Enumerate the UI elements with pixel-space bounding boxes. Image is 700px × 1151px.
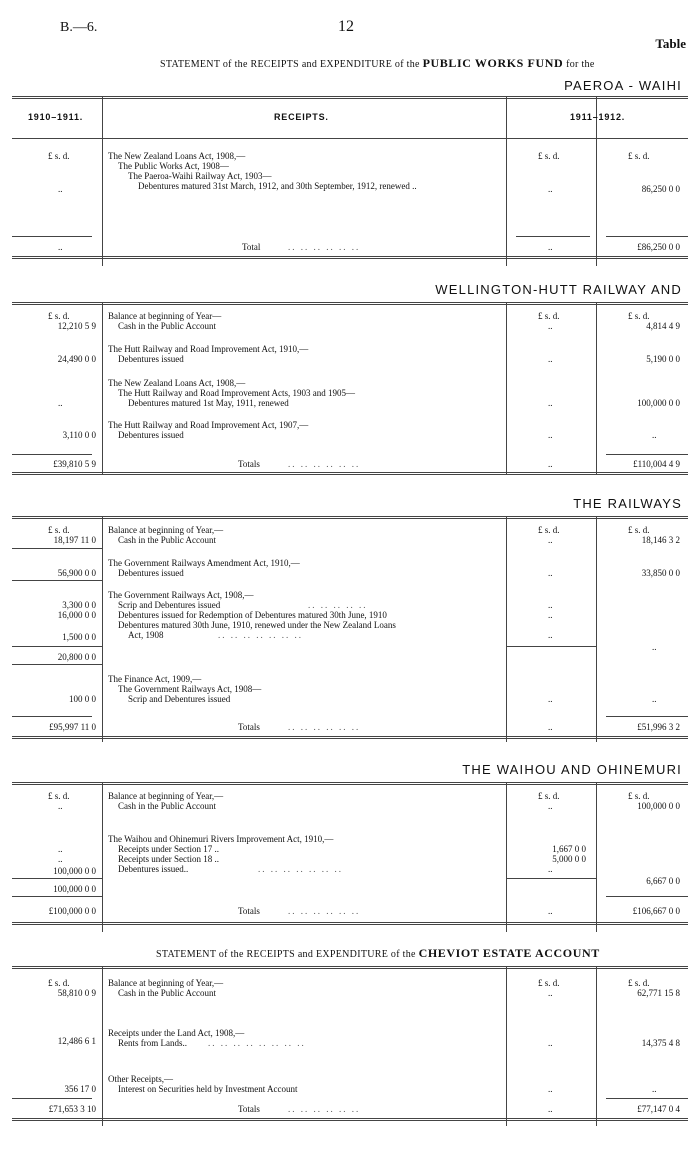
row-left-amount: 3,110 0 0 <box>62 430 96 440</box>
row-text: Debentures issued <box>118 568 184 578</box>
row-text: Interest on Securities held by Investment Account <box>118 1084 298 1094</box>
table-waihou-ohinemuri <box>12 782 688 932</box>
row-mid-amount: .. <box>548 630 553 640</box>
row-text: Debentures issued <box>118 430 184 440</box>
row-mid-amount: .. <box>548 801 553 811</box>
lsd-header-mid: £ s. d. <box>538 525 560 535</box>
row-mid-amount: .. <box>548 321 553 331</box>
row-right-amount: 33,850 0 0 <box>641 568 680 578</box>
row-text: The Government Railways Act, 1908— <box>118 684 262 694</box>
row-mid-amount: .. <box>548 1084 553 1094</box>
lsd-header-left: £ s. d. <box>48 978 70 988</box>
row-text: Debentures issued for Redemption of Debentures matured 30th June, 1910 <box>118 610 387 620</box>
row-mid-amount: .. <box>548 610 553 620</box>
row-text: Receipts under the Land Act, 1908,— <box>108 1028 245 1038</box>
total-label: Totals <box>238 906 260 916</box>
table-railways <box>12 516 688 742</box>
row-text: The Hutt Railway and Road Improvement Act, 1907,— <box>108 420 309 430</box>
row-left-amount: 100,000 0 0 <box>53 884 96 894</box>
row-mid-amount: .. <box>548 1038 553 1048</box>
row-text: The Government Railways Amendment Act, 1910,— <box>108 558 300 568</box>
row-text: Balance at beginning of Year,— <box>108 525 224 535</box>
lsd-header-left: £ s. d. <box>48 151 70 161</box>
statement-heading <box>160 56 595 71</box>
section-title-wellington-hutt: WELLINGTON-HUTT RAILWAY AND <box>435 282 682 297</box>
row-text: The New Zealand Loans Act, 1908,— <box>108 151 246 161</box>
row-text: The New Zealand Loans Act, 1908,— <box>108 378 246 388</box>
row-right-amount: .. <box>652 642 657 652</box>
row-text: Receipts under Section 18 .. <box>118 854 219 864</box>
row-text: The Public Works Act, 1908— <box>118 161 229 171</box>
table-wellington-hutt <box>12 302 688 474</box>
row-right-amount: 100,000 0 0 <box>637 398 680 408</box>
leader-dots: .. .. .. .. .. .. .. .. <box>208 1038 306 1048</box>
col-header-receipts: RECEIPTS. <box>274 112 329 122</box>
row-left-amount: 356 17 0 <box>64 1084 96 1094</box>
row-text: Debentures issued <box>118 354 184 364</box>
row-right-amount: 86,250 0 0 <box>641 184 680 194</box>
lsd-header-mid: £ s. d. <box>538 791 560 801</box>
row-text: Other Receipts,— <box>108 1074 173 1084</box>
row-mid-amount: 1,667 0 0 <box>552 844 586 854</box>
row-text: Scrip and Debentures issued <box>128 694 231 704</box>
total-mid: .. <box>548 242 553 252</box>
row-right-amount: 100,000 0 0 <box>637 801 680 811</box>
cheviot-statement-heading <box>156 946 600 961</box>
row-right-amount: .. <box>652 694 657 704</box>
total-mid: .. <box>548 906 553 916</box>
row-left-amount: .. <box>58 184 63 194</box>
row-left-amount: 12,210 5 9 <box>57 321 96 331</box>
total-label: Totals <box>238 1104 260 1114</box>
row-text: The Finance Act, 1909,— <box>108 674 202 684</box>
statement-prefix: STATEMENT of the RECEIPTS and EXPENDITURE of the <box>160 59 420 70</box>
lsd-header-left: £ s. d. <box>48 311 70 321</box>
row-mid-amount: .. <box>548 535 553 545</box>
total-right: £51,996 3 2 <box>637 722 680 732</box>
table-paeroa-waihi <box>12 96 688 266</box>
leader-dots: .. .. .. .. .. .. <box>288 906 361 916</box>
row-mid-amount: .. <box>548 430 553 440</box>
page-number: 12 <box>338 18 354 35</box>
table-label: Table <box>655 36 686 51</box>
lsd-header-mid: £ s. d. <box>538 311 560 321</box>
total-label: Totals <box>238 459 260 469</box>
total-mid: .. <box>548 1104 553 1114</box>
leader-dots: .. .. .. .. .. .. <box>288 459 361 469</box>
estate-name: CHEVIOT ESTATE ACCOUNT <box>418 946 600 960</box>
col-header-left-year: 1910–1911. <box>28 112 84 122</box>
row-mid-amount: .. <box>548 864 553 874</box>
row-mid-amount: 5,000 0 0 <box>552 854 586 864</box>
total-left: .. <box>58 242 63 252</box>
row-text: Debentures issued.. <box>118 864 189 874</box>
row-text: The Hutt Railway and Road Improvement Act, 1910,— <box>108 344 309 354</box>
total-right: £77,147 0 4 <box>637 1104 680 1114</box>
row-mid-amount: .. <box>548 600 553 610</box>
row-text: Receipts under Section 17 .. <box>118 844 219 854</box>
leader-dots: .. .. .. .. .. .. <box>288 1104 361 1114</box>
row-left-amount: 3,300 0 0 <box>62 600 96 610</box>
total-right: £106,667 0 0 <box>632 906 680 916</box>
lsd-header-right: £ s. d. <box>628 151 650 161</box>
total-label: Total <box>242 242 261 252</box>
row-right-amount: 4,814 4 9 <box>646 321 680 331</box>
row-mid-amount: .. <box>548 354 553 364</box>
total-left: £39,810 5 9 <box>53 459 96 469</box>
total-label: Totals <box>238 722 260 732</box>
row-left-amount: .. <box>58 844 63 854</box>
row-left-amount: .. <box>58 801 63 811</box>
row-right-amount: 14,375 4 8 <box>641 1038 680 1048</box>
row-right-amount: 6,667 0 0 <box>646 876 680 886</box>
row-right-amount: .. <box>652 430 657 440</box>
row-mid-amount: .. <box>548 398 553 408</box>
lsd-header-left: £ s. d. <box>48 791 70 801</box>
row-left-amount: 12,486 6 1 <box>57 1036 96 1046</box>
lsd-header-right: £ s. d. <box>628 311 650 321</box>
row-mid-amount: .. <box>548 694 553 704</box>
row-text: Cash in the Public Account <box>118 321 216 331</box>
total-mid: .. <box>548 722 553 732</box>
row-left-amount: 20,800 0 0 <box>57 652 96 662</box>
total-left: £71,653 3 10 <box>48 1104 96 1114</box>
row-text: The Hutt Railway and Road Improvement Acts, 1903 and 1905— <box>118 388 355 398</box>
row-mid-amount: .. <box>548 568 553 578</box>
leader-dots: .. .. .. .. .. .. .. <box>218 630 303 640</box>
row-text: Scrip and Debentures issued <box>118 600 221 610</box>
row-left-amount: 100,000 0 0 <box>53 866 96 876</box>
total-right: £110,004 4 9 <box>633 459 680 469</box>
row-left-amount: 58,810 0 9 <box>57 988 96 998</box>
leader-dots: .. .. .. .. .. .. <box>288 242 361 252</box>
col-header-right-year: 1911–1912. <box>570 112 626 122</box>
lsd-header-right: £ s. d. <box>628 978 650 988</box>
total-mid: .. <box>548 459 553 469</box>
document-reference: B.—6. <box>60 20 98 35</box>
row-left-amount: .. <box>58 398 63 408</box>
row-mid-amount: .. <box>548 184 553 194</box>
row-right-amount: 62,771 15 8 <box>637 988 680 998</box>
row-text: The Waihou and Ohinemuri Rivers Improvement Act, 1910,— <box>108 834 334 844</box>
row-text: Balance at beginning of Year,— <box>108 791 224 801</box>
fund-name: PUBLIC WORKS FUND <box>422 56 564 70</box>
total-right: £86,250 0 0 <box>637 242 680 252</box>
table-cheviot-estate <box>12 966 688 1126</box>
lsd-header-mid: £ s. d. <box>538 978 560 988</box>
row-left-amount: .. <box>58 854 63 864</box>
row-text: Debentures matured 30th June, 1910, renewed under the New Zealand Loans <box>118 620 396 630</box>
row-left-amount: 1,500 0 0 <box>62 632 96 642</box>
row-text: Cash in the Public Account <box>118 988 216 998</box>
row-text: Balance at beginning of Year,— <box>108 978 224 988</box>
row-text: Rents from Lands.. <box>118 1038 187 1048</box>
leader-dots: .. .. .. .. .. .. .. <box>258 864 343 874</box>
leader-dots: .. .. .. .. .. .. <box>288 722 361 732</box>
row-left-amount: 16,000 0 0 <box>57 610 96 620</box>
total-left: £95,997 11 0 <box>49 722 96 732</box>
leader-dots: .. .. .. .. .. <box>308 600 368 610</box>
row-left-amount: 100 0 0 <box>69 694 96 704</box>
row-text: Cash in the Public Account <box>118 535 216 545</box>
section-title-railways: THE RAILWAYS <box>573 496 682 511</box>
row-mid-amount: .. <box>548 988 553 998</box>
row-text: Act, 1908 <box>128 630 164 640</box>
row-left-amount: 24,490 0 0 <box>57 354 96 364</box>
row-text: Debentures matured 31st March, 1912, and 30th September, 1912, renewed .. <box>138 181 417 191</box>
lsd-header-left: £ s. d. <box>48 525 70 535</box>
row-text: Cash in the Public Account <box>118 801 216 811</box>
lsd-header-mid: £ s. d. <box>538 151 560 161</box>
row-right-amount: 5,190 0 0 <box>646 354 680 364</box>
row-right-amount: 18,146 3 2 <box>641 535 680 545</box>
row-text: Balance at beginning of Year— <box>108 311 222 321</box>
statement2-prefix: STATEMENT of the RECEIPTS and EXPENDITURE of the <box>156 949 416 960</box>
section-title-waihou-ohinemuri: THE WAIHOU AND OHINEMURI <box>462 762 682 777</box>
row-text: Debentures matured 1st May, 1911, renewed <box>128 398 289 408</box>
row-text: The Government Railways Act, 1908,— <box>108 590 254 600</box>
row-right-amount: .. <box>652 1084 657 1094</box>
total-left: £100,000 0 0 <box>48 906 96 916</box>
row-text: The Paeroa-Waihi Railway Act, 1903— <box>128 171 272 181</box>
statement-suffix: for the <box>566 59 595 70</box>
row-left-amount: 56,900 0 0 <box>57 568 96 578</box>
section-title-paeroa-waihi: PAEROA - WAIHI <box>564 78 682 93</box>
lsd-header-right: £ s. d. <box>628 791 650 801</box>
lsd-header-right: £ s. d. <box>628 525 650 535</box>
row-left-amount: 18,197 11 0 <box>53 535 96 545</box>
